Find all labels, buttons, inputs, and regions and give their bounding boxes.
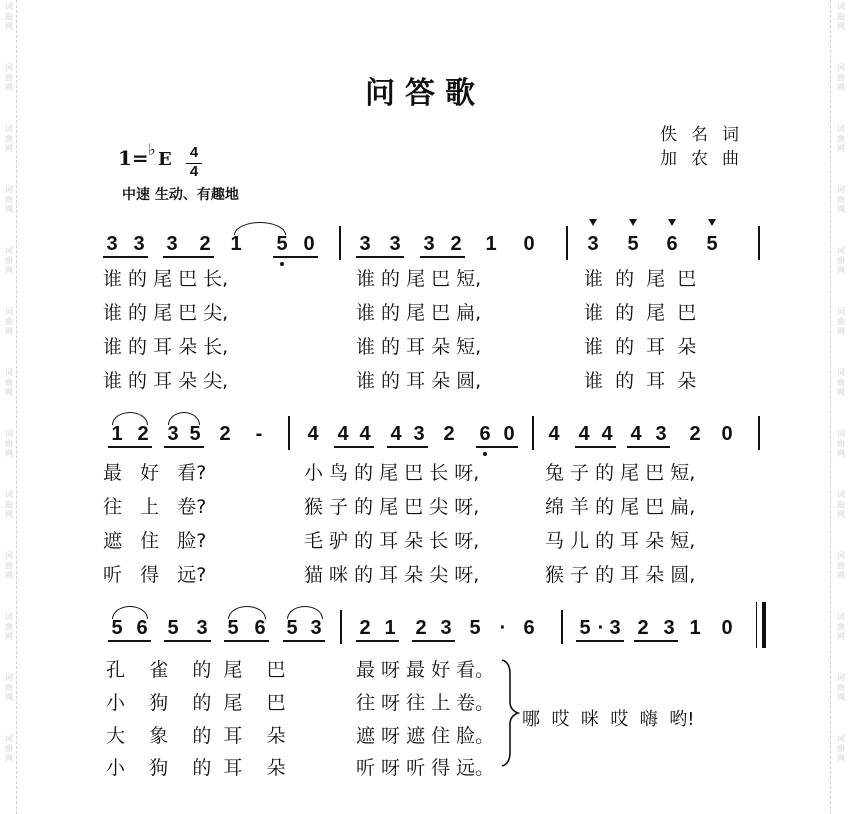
lyric-line: 谁 的 耳 朵 长, xyxy=(103,336,229,358)
accent-mark xyxy=(629,219,637,226)
note: 3 xyxy=(389,233,401,255)
composer-credit: 加农曲 xyxy=(660,149,753,169)
lyric-line: 毛 驴 的 耳 朵 长 呀, xyxy=(304,530,480,552)
watermark-mark: 词 曲 网 xyxy=(5,2,13,31)
underline xyxy=(163,256,214,258)
key-label: 1= xyxy=(118,146,149,170)
watermark-mark: 词 曲 网 xyxy=(837,673,845,702)
note: 3 xyxy=(609,617,621,639)
watermark-mark: 词 曲 网 xyxy=(5,490,13,519)
note: · xyxy=(597,617,605,639)
note: 2 xyxy=(443,423,455,445)
note: 5 xyxy=(276,233,288,255)
note: 3 xyxy=(196,617,208,639)
lyric-line: 猴 子 的 尾 巴 尖 呀, xyxy=(304,496,480,518)
lyric-line: 谁 的 尾 巴 扁, xyxy=(356,302,482,324)
flat-sign: ♭ xyxy=(148,140,156,159)
watermark-mark: 词 曲 网 xyxy=(837,429,845,458)
note: 3 xyxy=(167,423,179,445)
tie xyxy=(234,222,286,235)
note: 0 xyxy=(523,233,535,255)
note: 6 xyxy=(666,233,678,255)
lyric-line: 往 呀 往 上 卷。 xyxy=(356,692,495,714)
note: 5 xyxy=(189,423,201,445)
note: 5 xyxy=(706,233,718,255)
underline xyxy=(387,446,428,448)
underline xyxy=(108,640,151,642)
lyric-line: 遮 呀 遮 住 脸。 xyxy=(356,725,495,747)
note: 3 xyxy=(587,233,599,255)
lyric-line: 马 儿 的 耳 朵 短, xyxy=(545,530,696,552)
note: 5 xyxy=(111,617,123,639)
slur xyxy=(228,606,266,619)
underline xyxy=(575,446,616,448)
lyric-line: 猫 咪 的 耳 朵 尖 呀, xyxy=(304,564,480,586)
note: 3 xyxy=(359,233,371,255)
brace-icon xyxy=(498,658,520,768)
lyric-line: 谁 的 耳 朵 短, xyxy=(356,336,482,358)
watermark-mark: 词 曲 网 xyxy=(837,490,845,519)
watermark-mark: 词 曲 网 xyxy=(837,734,845,763)
underline xyxy=(627,446,670,448)
bar-line xyxy=(339,226,341,260)
note: 2 xyxy=(415,617,427,639)
bar-line xyxy=(288,416,290,450)
watermark-mark: 词 曲 网 xyxy=(837,551,845,580)
note: 5 xyxy=(227,617,239,639)
note: 1 xyxy=(111,423,123,445)
note: 1 xyxy=(230,233,242,255)
note: 3 xyxy=(440,617,452,639)
note: 3 xyxy=(166,233,178,255)
note: 0 xyxy=(303,233,315,255)
note: 4 xyxy=(359,423,371,445)
note: - xyxy=(255,423,263,445)
lyric-line: 往 上 卷? xyxy=(103,496,207,518)
note: 5 xyxy=(627,233,639,255)
watermark-mark: 词 曲 网 xyxy=(837,124,845,153)
lyric-line: 听 得 远? xyxy=(103,564,207,586)
accent-mark xyxy=(708,219,716,226)
lyric-line: 谁 的 尾 巴 短, xyxy=(356,268,482,290)
note: 2 xyxy=(689,423,701,445)
note: 6 xyxy=(136,617,148,639)
accent-mark xyxy=(668,219,676,226)
note: 3 xyxy=(423,233,435,255)
slur xyxy=(168,412,200,425)
slur xyxy=(112,412,148,425)
bar-line xyxy=(758,226,760,260)
watermark-mark: 词 曲 网 xyxy=(5,124,13,153)
watermark-mark: 词 曲 网 xyxy=(5,63,13,92)
lyricist-credit: 佚名词 xyxy=(660,125,753,145)
note: 6 xyxy=(523,617,535,639)
lyric-line: 小 狗 的 尾 巴 xyxy=(106,692,286,714)
note: 2 xyxy=(137,423,149,445)
note: 3 xyxy=(413,423,425,445)
lyric-line: 猴 子 的 耳 朵 圆, xyxy=(545,564,696,586)
note: 4 xyxy=(578,423,590,445)
note: 4 xyxy=(390,423,402,445)
watermark-mark: 词 曲 网 xyxy=(837,63,845,92)
note: 0 xyxy=(503,423,515,445)
underline xyxy=(634,640,678,642)
left-margin-rule xyxy=(16,0,17,814)
bar-line xyxy=(340,610,342,644)
note: 5 xyxy=(579,617,591,639)
note: 2 xyxy=(359,617,371,639)
low-octave-dot xyxy=(280,262,284,266)
accent-mark xyxy=(589,219,597,226)
lyric-line: 小 鸟 的 尾 巴 长 呀, xyxy=(304,462,480,484)
low-octave-dot xyxy=(483,452,487,456)
lyric-line: 听 呀 听 得 远。 xyxy=(356,757,495,779)
watermark-mark: 词 曲 网 xyxy=(5,734,13,763)
lyric-line: 最 好 看? xyxy=(103,462,207,484)
lyric-line: 小 狗 的 耳 朵 xyxy=(106,757,286,779)
refrain-tail: 哪 哎 咪 哎 嗨 哟! xyxy=(522,709,695,730)
note: 6 xyxy=(479,423,491,445)
watermark-mark: 词 曲 网 xyxy=(5,185,13,214)
key-note: E xyxy=(158,149,172,170)
bar-line xyxy=(561,610,563,644)
note: 5 xyxy=(167,617,179,639)
note: 4 xyxy=(630,423,642,445)
note: 4 xyxy=(307,423,319,445)
watermark-mark: 词 曲 网 xyxy=(837,185,845,214)
watermark-mark: 词 曲 网 xyxy=(5,368,13,397)
note: 2 xyxy=(450,233,462,255)
note: 1 xyxy=(384,617,396,639)
underline xyxy=(164,446,204,448)
underline xyxy=(476,446,518,448)
watermark-mark: 词 曲 网 xyxy=(5,246,13,275)
note: 6 xyxy=(254,617,266,639)
final-bar-thick xyxy=(762,602,766,648)
underline xyxy=(224,640,269,642)
note: 0 xyxy=(721,617,733,639)
note: 3 xyxy=(663,617,675,639)
lyric-line: 谁 的 尾 巴 xyxy=(584,302,697,324)
note: 2 xyxy=(637,617,649,639)
note: 3 xyxy=(655,423,667,445)
lyric-line: 谁 的 耳 朵 xyxy=(584,336,697,358)
slur xyxy=(112,606,148,619)
lyric-line: 谁 的 耳 朵 尖, xyxy=(103,370,229,392)
note: 4 xyxy=(548,423,560,445)
lyric-line: 谁 的 尾 巴 尖, xyxy=(103,302,229,324)
note: 2 xyxy=(199,233,211,255)
lyric-line: 谁 的 耳 朵 xyxy=(584,370,697,392)
watermark-mark: 词 曲 网 xyxy=(5,551,13,580)
note: 3 xyxy=(310,617,322,639)
watermark-mark: 词 曲 网 xyxy=(837,612,845,641)
watermark-mark: 词 曲 网 xyxy=(837,368,845,397)
note: 5 xyxy=(286,617,298,639)
note: 1 xyxy=(689,617,701,639)
bar-line xyxy=(758,416,760,450)
underline xyxy=(576,640,624,642)
underline xyxy=(164,640,211,642)
underline xyxy=(108,446,152,448)
underline xyxy=(334,446,374,448)
watermark-mark: 词 曲 网 xyxy=(5,612,13,641)
slur xyxy=(287,606,323,619)
time-denominator: 4 xyxy=(189,163,199,180)
lyric-line: 谁 的 尾 巴 xyxy=(584,268,697,290)
lyric-line: 孔 雀 的 尾 巴 xyxy=(106,659,286,681)
tempo-marking: 中速 生动、有趣地 xyxy=(122,187,239,203)
underline xyxy=(273,256,318,258)
watermark-mark: 词 曲 网 xyxy=(5,673,13,702)
lyric-line: 遮 住 脸? xyxy=(103,530,207,552)
time-numerator: 4 xyxy=(189,144,199,161)
right-margin-rule xyxy=(830,0,831,814)
bar-line xyxy=(566,226,568,260)
note: 4 xyxy=(337,423,349,445)
underline xyxy=(103,256,148,258)
lyric-line: 谁 的 耳 朵 圆, xyxy=(356,370,482,392)
bar-line xyxy=(532,416,534,450)
note: 4 xyxy=(601,423,613,445)
final-bar-thin xyxy=(756,602,757,648)
watermark-mark: 词 曲 网 xyxy=(837,307,845,336)
underline xyxy=(356,640,399,642)
lyric-line: 谁 的 尾 巴 长, xyxy=(103,268,229,290)
watermark-mark: 词 曲 网 xyxy=(5,307,13,336)
underline xyxy=(420,256,465,258)
note: 3 xyxy=(106,233,118,255)
note: · xyxy=(499,617,507,639)
song-title: 问答歌 xyxy=(365,76,485,111)
lyric-line: 绵 羊 的 尾 巴 扁, xyxy=(545,496,696,518)
watermark-mark: 词 曲 网 xyxy=(837,2,845,31)
watermark-mark: 词 曲 网 xyxy=(5,429,13,458)
note: 1 xyxy=(485,233,497,255)
note: 5 xyxy=(469,617,481,639)
underline xyxy=(283,640,325,642)
note: 2 xyxy=(219,423,231,445)
underline xyxy=(412,640,455,642)
watermark-mark: 词 曲 网 xyxy=(837,246,845,275)
lyric-line: 大 象 的 耳 朵 xyxy=(106,725,286,747)
underline xyxy=(356,256,404,258)
lyric-line: 最 呀 最 好 看。 xyxy=(356,659,495,681)
note: 3 xyxy=(133,233,145,255)
note: 0 xyxy=(721,423,733,445)
lyric-line: 兔 子 的 尾 巴 短, xyxy=(545,462,696,484)
